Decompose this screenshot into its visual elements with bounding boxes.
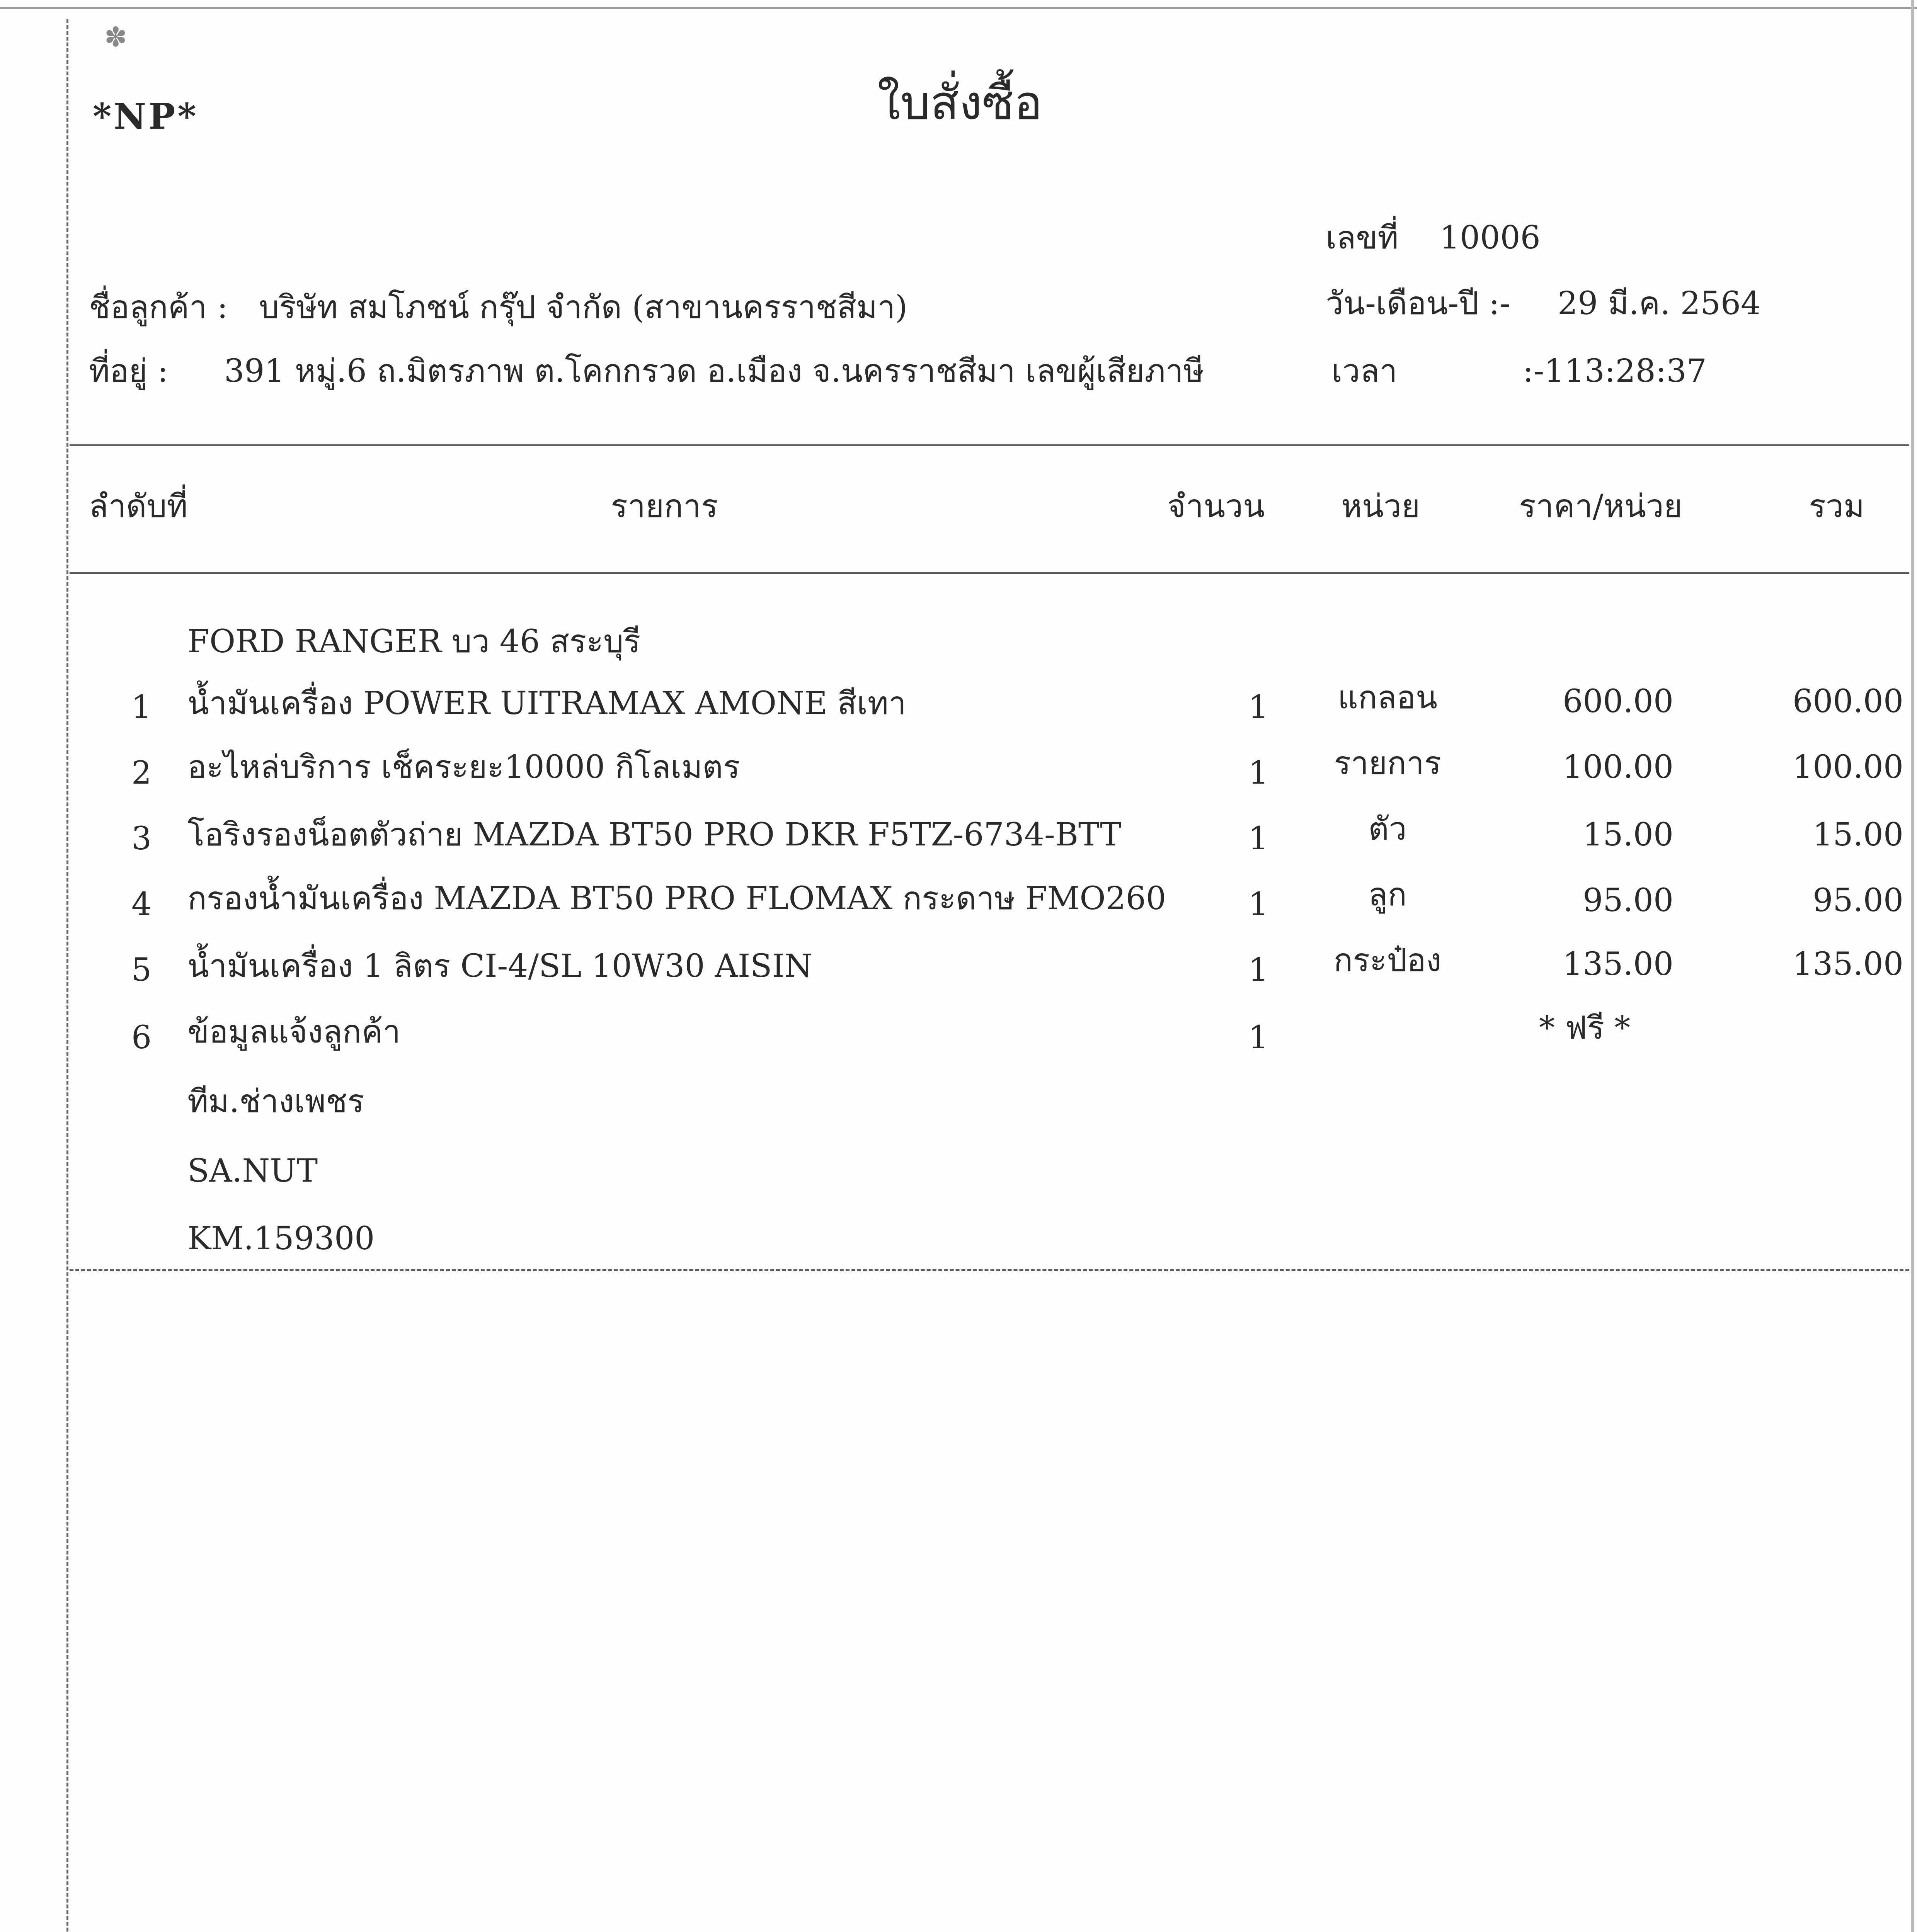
row-item: ข้อมูลแจ้งลูกค้า (187, 1014, 401, 1050)
row-total: 135.00 (1793, 946, 1903, 983)
row-total: 15.00 (1813, 816, 1903, 853)
row-item: น้ำมันเครื่อง 1 ลิตร CI-4/SL 10W30 AISIN (187, 948, 812, 985)
row-price: 15.00 (1583, 816, 1674, 853)
row-no: 2 (131, 755, 152, 791)
row-total: 600.00 (1793, 683, 1903, 720)
page-title: ใบสั่งซื้อ (877, 75, 1043, 130)
col-price: ราคา/หน่วย (1519, 488, 1682, 525)
address-label: ที่อยู่ : (89, 353, 169, 389)
col-unit: หน่วย (1341, 488, 1420, 525)
row-qty: 1 (1248, 1019, 1269, 1056)
date-label: วัน-เดือน-ปี :- (1326, 285, 1510, 322)
row-item: อะไหล่บริการ เช็คระยะ10000 กิโลเมตร (187, 749, 740, 786)
row-unit: ลูก (1368, 876, 1407, 913)
date-value: 29 มี.ค. 2564 (1558, 285, 1761, 322)
scan-mark-icon: ✽ (104, 21, 127, 53)
row-no: 6 (131, 1019, 152, 1056)
row-unit: ตัว (1368, 811, 1407, 847)
row-qty: 1 (1248, 689, 1269, 726)
doc-no-label: เลขที่ (1326, 219, 1399, 256)
row-item: กรองน้ำมันเครื่อง MAZDA BT50 PRO FLOMAX กระดาษ FMO260 (187, 880, 1166, 917)
row-qty: 1 (1248, 952, 1269, 988)
row-price: 95.00 (1583, 882, 1674, 919)
row-no: 3 (131, 820, 152, 857)
note-sa: SA.NUT (187, 1153, 318, 1189)
row-qty: 1 (1248, 820, 1269, 857)
note-km: KM.159300 (187, 1220, 375, 1257)
row-qty: 1 (1248, 755, 1269, 791)
row-item: น้ำมันเครื่อง POWER UITRAMAX AMONE สีเทา (187, 685, 906, 722)
row-price: 100.00 (1563, 749, 1674, 786)
doc-no: 10006 (1440, 219, 1541, 256)
row-unit: กระป๋อง (1333, 942, 1442, 979)
left-perforation-line (66, 19, 68, 1932)
col-total: รวม (1809, 488, 1865, 525)
row-no: 1 (131, 689, 152, 726)
top-edge-line (0, 7, 1917, 9)
row-price: * ฟรี * (1539, 1010, 1631, 1046)
row-qty: 1 (1248, 886, 1269, 923)
doc-code: *NP* (93, 95, 199, 137)
col-no: ลำดับที่ (89, 488, 188, 525)
row-no: 5 (131, 952, 152, 988)
col-item: รายการ (611, 488, 718, 525)
time-label: เวลา (1331, 353, 1398, 389)
address-value: 391 หมู่.6 ถ.มิตรภาพ ต.โคกกรวด อ.เมือง จ.นครราชสีมา เลขผู้เสียภาษี (224, 353, 1204, 389)
note-team: ทีม.ช่างเพชร (187, 1083, 364, 1120)
row-item: โอริงรองน็อตตัวถ่าย MAZDA BT50 PRO DKR F5TZ-6734-BTT (187, 816, 1121, 853)
right-edge-line (1911, 0, 1914, 1932)
row-unit: แกลอน (1337, 679, 1438, 716)
header-divider (70, 444, 1909, 446)
time-value: :-113:28:37 (1523, 353, 1707, 389)
row-unit: รายการ (1334, 745, 1441, 782)
col-qty: จำนวน (1167, 488, 1265, 525)
row-total: 100.00 (1793, 749, 1903, 786)
row-no: 4 (131, 886, 152, 923)
column-header-divider (70, 572, 1909, 574)
row-price: 600.00 (1563, 683, 1674, 720)
vehicle-line: FORD RANGER บว 46 สระบุรี (187, 623, 641, 660)
customer-label: ชื่อลูกค้า : (89, 289, 228, 326)
row-price: 135.00 (1563, 946, 1674, 983)
row-total: 95.00 (1813, 882, 1903, 919)
customer-value: บริษัท สมโภชน์ กรุ๊ป จำกัด (สาขานครราชสีมา) (259, 289, 908, 326)
items-end-divider (70, 1269, 1909, 1271)
